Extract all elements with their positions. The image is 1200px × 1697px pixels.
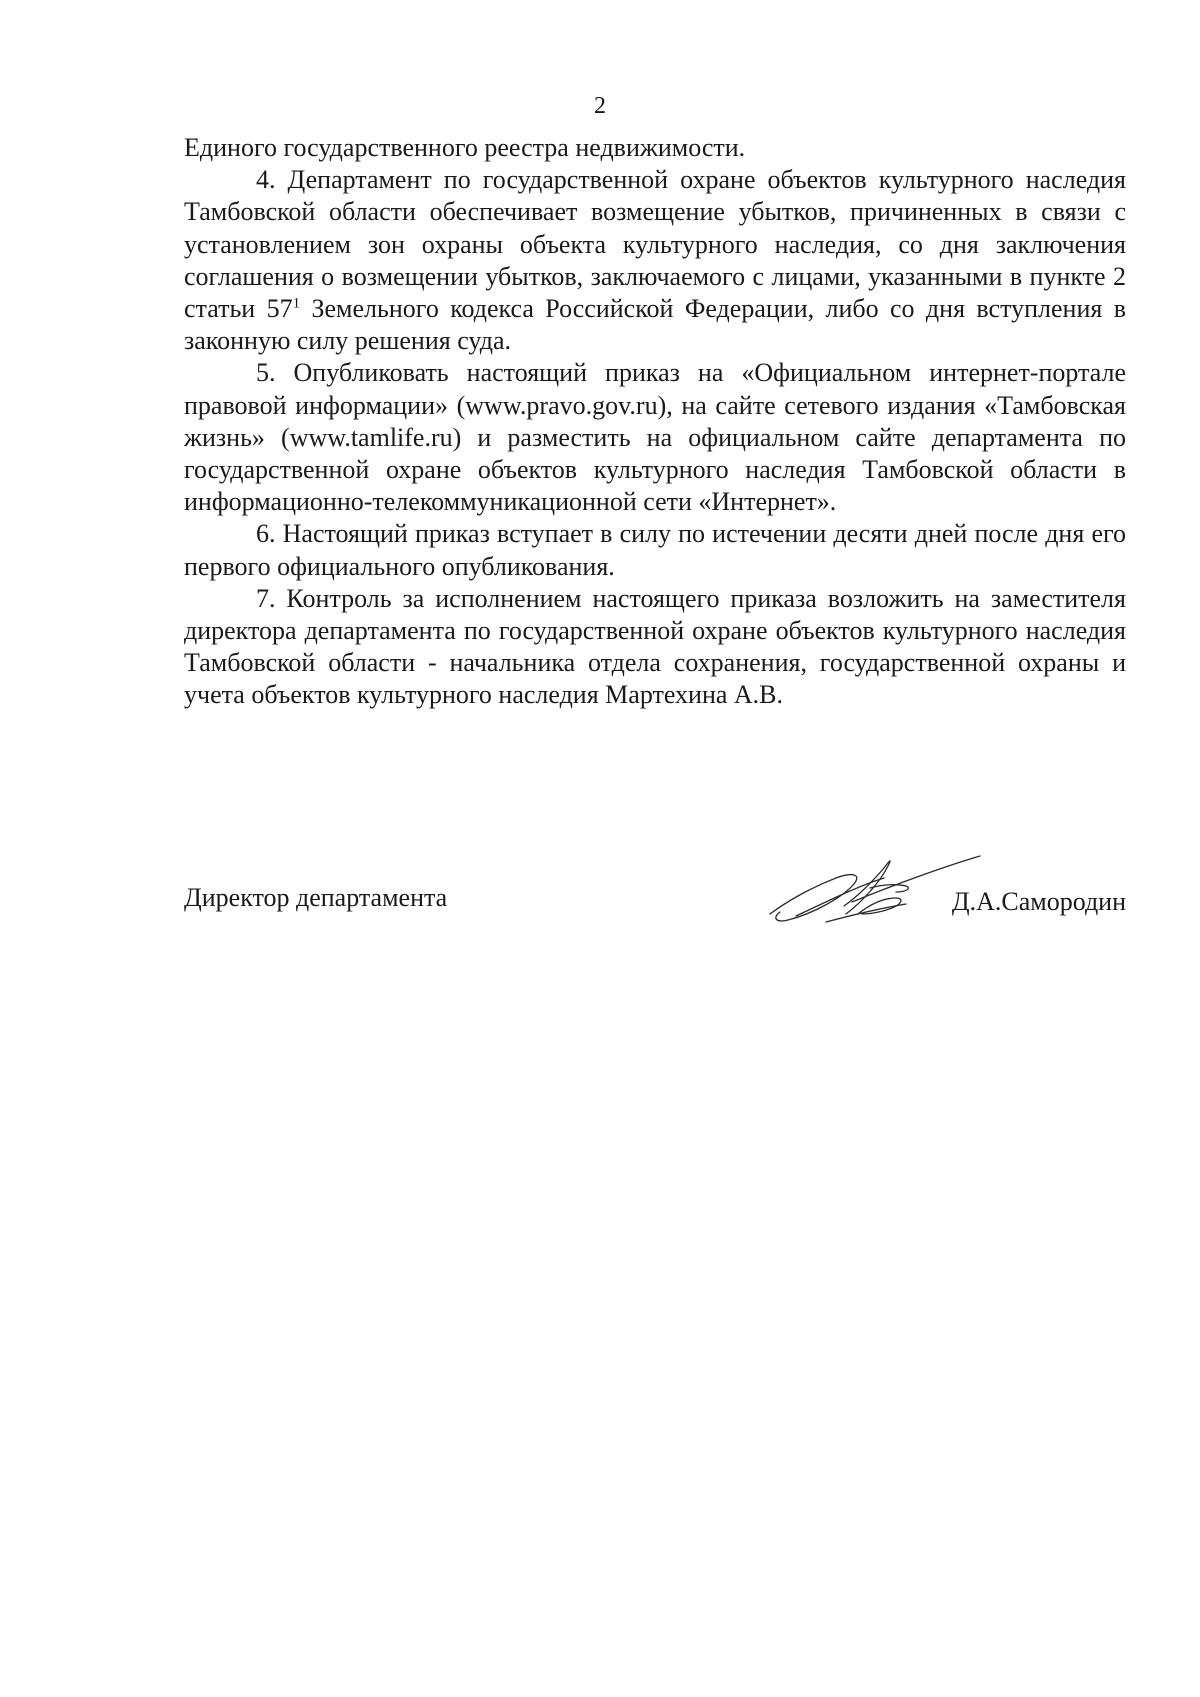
paragraph-7: 7. Контроль за исполнением настоящего приказа возложить на заместителя директора департамента по государственной охране объектов культурного наследия Тамбовской области - начальника отдела сохранения, государственной охраны и учета объектов культурного наследия Мартехина А.В.	[184, 583, 1126, 710]
article-superscript: 1	[292, 295, 301, 312]
page-number: 2	[594, 93, 606, 119]
paragraph-6: 6. Настоящий приказ вступает в силу по истечении десяти дней после дня его первого официального опубликования.	[184, 519, 1126, 581]
paragraph-4	[184, 164, 1126, 357]
document-body	[184, 132, 1126, 712]
paragraph-4-text-start: 4. Департамент по государственной охране объектов культурного наследия Тамбовской области обеспечивает возмещение убытков, причиненных в связи с установлением зон охраны объекта культурного наследия, со дня заключения соглашения о возмещении убытков, заключаемого с лицами, указанными в пункте 2 статьи 57	[184, 165, 1126, 324]
signatory-name: Д.А.Самородин	[951, 887, 1126, 916]
signature-block	[184, 858, 1126, 938]
paragraph-4-text-end: Земельного кодекса Российской Федерации, либо со дня вступления в законную силу решения суда.	[184, 294, 1126, 356]
paragraph-continuation: Единого государственного реестра недвижимости.	[184, 133, 746, 162]
signatory-title: Директор департамента	[184, 883, 448, 912]
paragraph-5: 5. Опубликовать настоящий приказ на «Официальном интернет-портале правовой информации» (www.pravo.gov.ru), на сайте сетевого издания «Тамбовская жизнь» (www.tamlife.ru) и разместить на официальном сайте департамента по государственной охране объектов культурного наследия Тамбовской области в информационно-телекоммуникационной сети «Интернет».	[184, 358, 1126, 517]
